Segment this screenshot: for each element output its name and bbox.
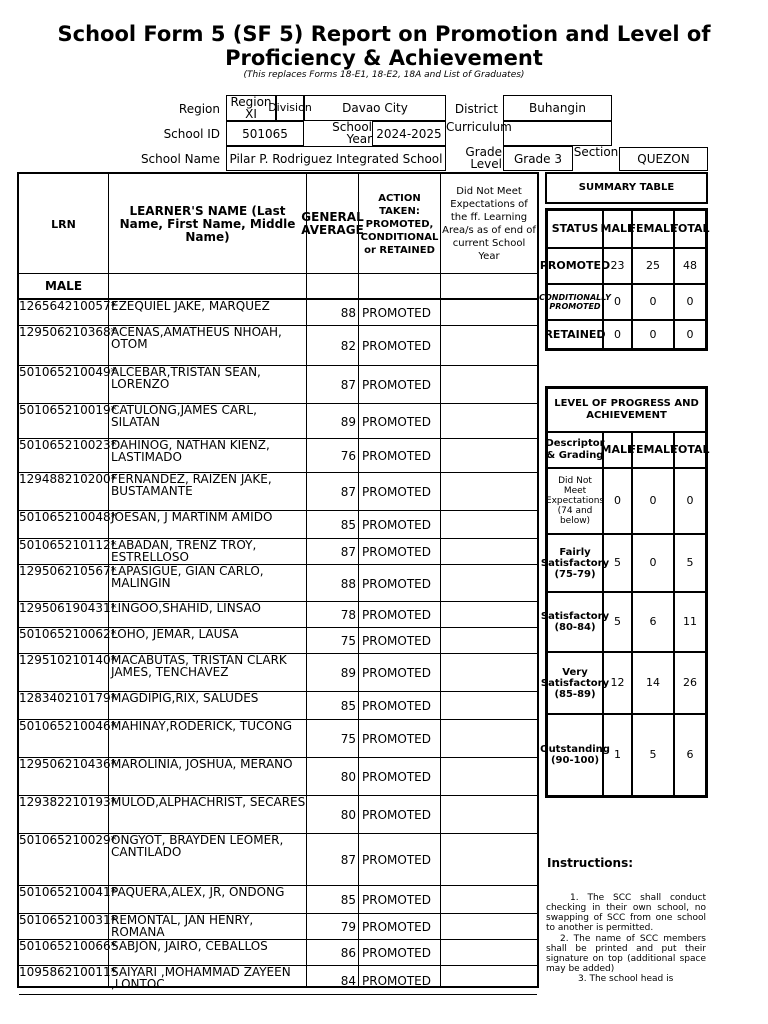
action-taken-cell: PROMOTED (362, 545, 431, 559)
progress-female: 6 (632, 592, 674, 652)
header-general-average: GENERAL AVERAGE (301, 210, 364, 237)
header-lrn: LRN (51, 217, 76, 231)
action-taken-cell: PROMOTED (362, 608, 431, 622)
general-average-cell: 89 (340, 666, 356, 680)
form-title: School Form 5 (SF 5) Report on Promotion and Level of Proficiency & Achievement (57, 22, 711, 70)
learner-name-cell: MAHINAY,RODERICK, TUCONG (111, 719, 293, 733)
district-label: District (454, 102, 498, 116)
general-average-cell: 88 (340, 577, 356, 591)
summary-header-female: FEMALE (632, 210, 674, 248)
table-row (19, 404, 537, 439)
table-row (19, 602, 537, 628)
table-row (19, 565, 537, 602)
region-value: Region XI (226, 95, 276, 121)
header-action-taken: ACTION TAKEN: PROMOTED, CONDITIONAL or RETAINED (360, 192, 439, 256)
summary-male: 0 (603, 284, 632, 320)
learner-name-cell: JOESAN, J MARTINM AMIDO (111, 510, 273, 524)
table-row (19, 539, 537, 565)
general-average-cell: 85 (340, 518, 356, 532)
action-taken-cell: PROMOTED (362, 634, 431, 648)
table-row (19, 914, 537, 940)
division-label: Division (276, 95, 304, 121)
progress-female: 5 (632, 714, 674, 796)
table-row (19, 654, 537, 692)
summary-title-box (545, 172, 708, 204)
learner-name-cell: LINGOO,SHAHID, LINSAO (111, 601, 261, 615)
progress-male: 12 (603, 652, 632, 714)
action-taken-cell: PROMOTED (362, 920, 431, 934)
progress-total: 11 (674, 592, 706, 652)
progress-descriptor: Satisfactory (80-84) (547, 592, 603, 652)
progress-male: 1 (603, 714, 632, 796)
general-average-cell: 82 (340, 339, 356, 353)
general-average-cell: 84 (340, 974, 356, 988)
division-value: Davao City (304, 95, 446, 121)
lrn-cell: 129506210368* (19, 325, 117, 339)
learner-name-cell: DAHINOG, NATHAN KIENZ, LASTIMADO (111, 438, 270, 464)
table-row (19, 628, 537, 654)
summary-female: 0 (632, 284, 674, 320)
learner-name-cell: ACENAS,AMATHEUS NHOAH, OTOM (111, 325, 282, 351)
progress-male: 5 (603, 592, 632, 652)
table-row (19, 966, 537, 995)
progress-female: 0 (632, 534, 674, 592)
header-learner-name: LEARNER'S NAME (Last Name, First Name, Middle Name) (119, 203, 296, 244)
general-average-cell: 80 (340, 808, 356, 822)
table-row (19, 758, 537, 796)
lrn-cell: 501065210031* (19, 913, 117, 927)
general-average-cell: 76 (340, 449, 356, 463)
table-row (19, 886, 537, 914)
general-average-cell: 80 (340, 770, 356, 784)
grade-level-value: Grade 3 (503, 146, 573, 171)
summary-header-status: STATUS (547, 210, 603, 248)
general-average-cell: 78 (340, 608, 356, 622)
table-row (19, 796, 537, 834)
school-year-value: 2024-2025 (372, 121, 446, 146)
summary-status: CONDITIONALLY PROMOTED (547, 284, 603, 320)
summary-total: 0 (674, 284, 706, 320)
summary-female: 25 (632, 248, 674, 284)
learner-name-cell: MULOD,ALPHACHRIST, SECARES (111, 795, 306, 809)
summary-male: 0 (603, 320, 632, 349)
progress-total: 0 (674, 468, 706, 534)
table-row (19, 692, 537, 720)
learner-name-cell: EZEQUIEL JAKE, MARQUEZ (111, 299, 270, 313)
progress-female: 0 (632, 468, 674, 534)
lrn-cell: 501065210062* (19, 627, 117, 641)
action-taken-cell: PROMOTED (362, 699, 431, 713)
action-taken-cell: PROMOTED (362, 577, 431, 591)
progress-descriptor: Fairly Satisfactory (75-79) (547, 534, 603, 592)
header-did-not-meet: Did Not Meet Expectations of the ff. Learning Area/s as of end of current School Year (442, 186, 536, 262)
table-row (19, 366, 537, 404)
progress-descriptor: Did Not Meet Expectations (74 and below) (547, 468, 603, 534)
table-row (19, 720, 537, 758)
lrn-cell: 129506210436* (19, 757, 117, 771)
learner-name-cell: ONGYOT, BRAYDEN LEOMER, CANTILADO (111, 833, 284, 859)
general-average-cell: 87 (340, 853, 356, 867)
action-taken-cell: PROMOTED (362, 946, 431, 960)
action-taken-cell: PROMOTED (362, 378, 431, 392)
summary-title: SUMMARY TABLE (578, 182, 675, 193)
general-average-cell: 79 (340, 920, 356, 934)
lrn-cell: 109586210011* (19, 965, 117, 979)
lrn-cell: 501065210048* (19, 510, 117, 524)
curriculum-label: Curriculum (446, 120, 512, 134)
general-average-cell: 85 (340, 699, 356, 713)
learner-name-cell: LOHO, JEMAR, LAUSA (111, 627, 239, 641)
action-taken-cell: PROMOTED (362, 808, 431, 822)
action-taken-cell: PROMOTED (362, 518, 431, 532)
general-average-cell: 87 (340, 545, 356, 559)
action-taken-cell: PROMOTED (362, 732, 431, 746)
action-taken-cell: PROMOTED (362, 666, 431, 680)
action-taken-cell: PROMOTED (362, 485, 431, 499)
learner-name-cell: REMONTAL, JAN HENRY, ROMANA (111, 913, 254, 939)
summary-status: PROMOTED (547, 248, 603, 284)
progress-male: 0 (603, 468, 632, 534)
table-row (19, 834, 537, 886)
table-row (19, 940, 537, 966)
general-average-cell: 85 (340, 893, 356, 907)
table-row (19, 300, 537, 326)
action-taken-cell: PROMOTED (362, 339, 431, 353)
learner-name-cell: FERNANDEZ, RAIZEN JAKE, BUSTAMANTE (111, 472, 272, 498)
progress-header-male: MALE (603, 432, 632, 468)
section-male-label: MALE (44, 279, 83, 293)
progress-total: 26 (674, 652, 706, 714)
action-taken-cell: PROMOTED (362, 770, 431, 784)
lrn-cell: 501065210066* (19, 939, 117, 953)
lrn-cell: 129488210200* (19, 472, 117, 486)
grade-level-label: Grade Level (465, 145, 502, 171)
school-id-label: School ID (163, 127, 220, 141)
table-row (19, 473, 537, 511)
general-average-cell: 75 (340, 732, 356, 746)
lrn-cell: 501065210019* (19, 403, 117, 417)
form-subtitle: (This replaces Forms 18-E1, 18-E2, 18A and List of Graduates) (243, 70, 525, 80)
lrn-cell: 129506210567* (19, 564, 117, 578)
learner-name-cell: MAROLINIA, JOSHUA, MERANO (111, 757, 293, 771)
general-average-cell: 75 (340, 634, 356, 648)
progress-table (540, 386, 710, 798)
instructions-title: Instructions: (547, 856, 634, 870)
summary-male: 23 (603, 248, 632, 284)
school-year-label: School Year (332, 120, 372, 146)
instruction-item: 2. The name of SCC members shall be printed and put their signature on top (additional space may be added) (546, 934, 706, 974)
lrn-cell: 129506190431* (19, 601, 117, 615)
lrn-cell: 501065210023* (19, 438, 117, 452)
general-average-cell: 87 (340, 485, 356, 499)
summary-header-total: TOTAL (674, 210, 706, 248)
instruction-item: 1. The SCC shall conduct checking in their own school, no swapping of SCC from one school to another is permitted. (546, 893, 706, 933)
lrn-cell: 128340210179* (19, 691, 117, 705)
action-taken-cell: PROMOTED (362, 974, 431, 988)
progress-header-total: TOTAL (674, 432, 706, 468)
summary-female: 0 (632, 320, 674, 349)
general-average-cell: 89 (340, 415, 356, 429)
school-name-label: School Name (140, 152, 220, 166)
learner-name-cell: ALCEBAR,TRISTAN SEAN, LORENZO (111, 365, 261, 391)
action-taken-cell: PROMOTED (362, 893, 431, 907)
school-id-value: 501065 (226, 121, 304, 146)
learner-name-cell: LAPASIGUE, GIAN CARLO, MALINGIN (111, 564, 264, 590)
action-taken-cell: PROMOTED (362, 306, 431, 320)
summary-total: 48 (674, 248, 706, 284)
progress-descriptor: Very Satisfactory (85-89) (547, 652, 603, 714)
general-average-cell: 86 (340, 946, 356, 960)
table-row (19, 326, 537, 366)
action-taken-cell: PROMOTED (362, 853, 431, 867)
learner-name-cell: SAIYARI ,MOHAMMAD ZAYEEN ,LONTOC (111, 965, 291, 991)
progress-total: 5 (674, 534, 706, 592)
curriculum-value (503, 121, 612, 146)
progress-descriptor: Outstanding (90-100) (547, 714, 603, 796)
progress-header-descriptor: Descriptor & Grading (547, 432, 603, 468)
summary-header-male: MALE (603, 210, 632, 248)
progress-title: LEVEL OF PROGRESS AND ACHIEVEMENT (547, 388, 706, 432)
action-taken-cell: PROMOTED (362, 415, 431, 429)
learner-name-cell: MACABUTAS, TRISTAN CLARK JAMES, TENCHAVEZ (111, 653, 287, 679)
summary-status: RETAINED (547, 320, 603, 349)
summary-total: 0 (674, 320, 706, 349)
progress-male: 5 (603, 534, 632, 592)
summary-table (539, 208, 710, 351)
progress-female: 14 (632, 652, 674, 714)
progress-header-female: FEMALE (632, 432, 674, 468)
learner-name-cell: SABJON, JAIRO, CEBALLOS (111, 939, 268, 953)
lrn-cell: 129382210193* (19, 795, 117, 809)
table-row (19, 511, 537, 539)
learner-name-cell: LABADAN, TRENZ TROY, ESTRELLOSO (111, 538, 257, 564)
learner-name-cell: MAGDIPIG,RIX, SALUDES (111, 691, 259, 705)
section-value: QUEZON (619, 147, 708, 171)
lrn-cell: 501065210041* (19, 885, 117, 899)
district-value: Buhangin (503, 95, 612, 121)
action-taken-cell: PROMOTED (362, 449, 431, 463)
learner-name-cell: PAQUERA,ALEX, JR, ONDONG (111, 885, 285, 899)
progress-total: 6 (674, 714, 706, 796)
lrn-cell: 501065210029* (19, 833, 117, 847)
learners-table (17, 172, 539, 991)
general-average-cell: 88 (340, 306, 356, 320)
section-label: Section (573, 145, 619, 159)
lrn-cell: 126564210057* (19, 299, 117, 313)
school-name-value: Pilar P. Rodriguez Integrated School (226, 146, 446, 171)
instruction-item: 3. The school head is (578, 974, 674, 984)
lrn-cell: 501065210046* (19, 719, 117, 733)
lrn-cell: 129510210140* (19, 653, 117, 667)
lrn-cell: 501065210049* (19, 365, 117, 379)
table-row (19, 439, 537, 473)
general-average-cell: 87 (340, 378, 356, 392)
lrn-cell: 501065210112* (19, 538, 117, 552)
learner-name-cell: CATULONG,JAMES CARL, SILATAN (111, 403, 257, 429)
region-label: Region (178, 102, 220, 116)
